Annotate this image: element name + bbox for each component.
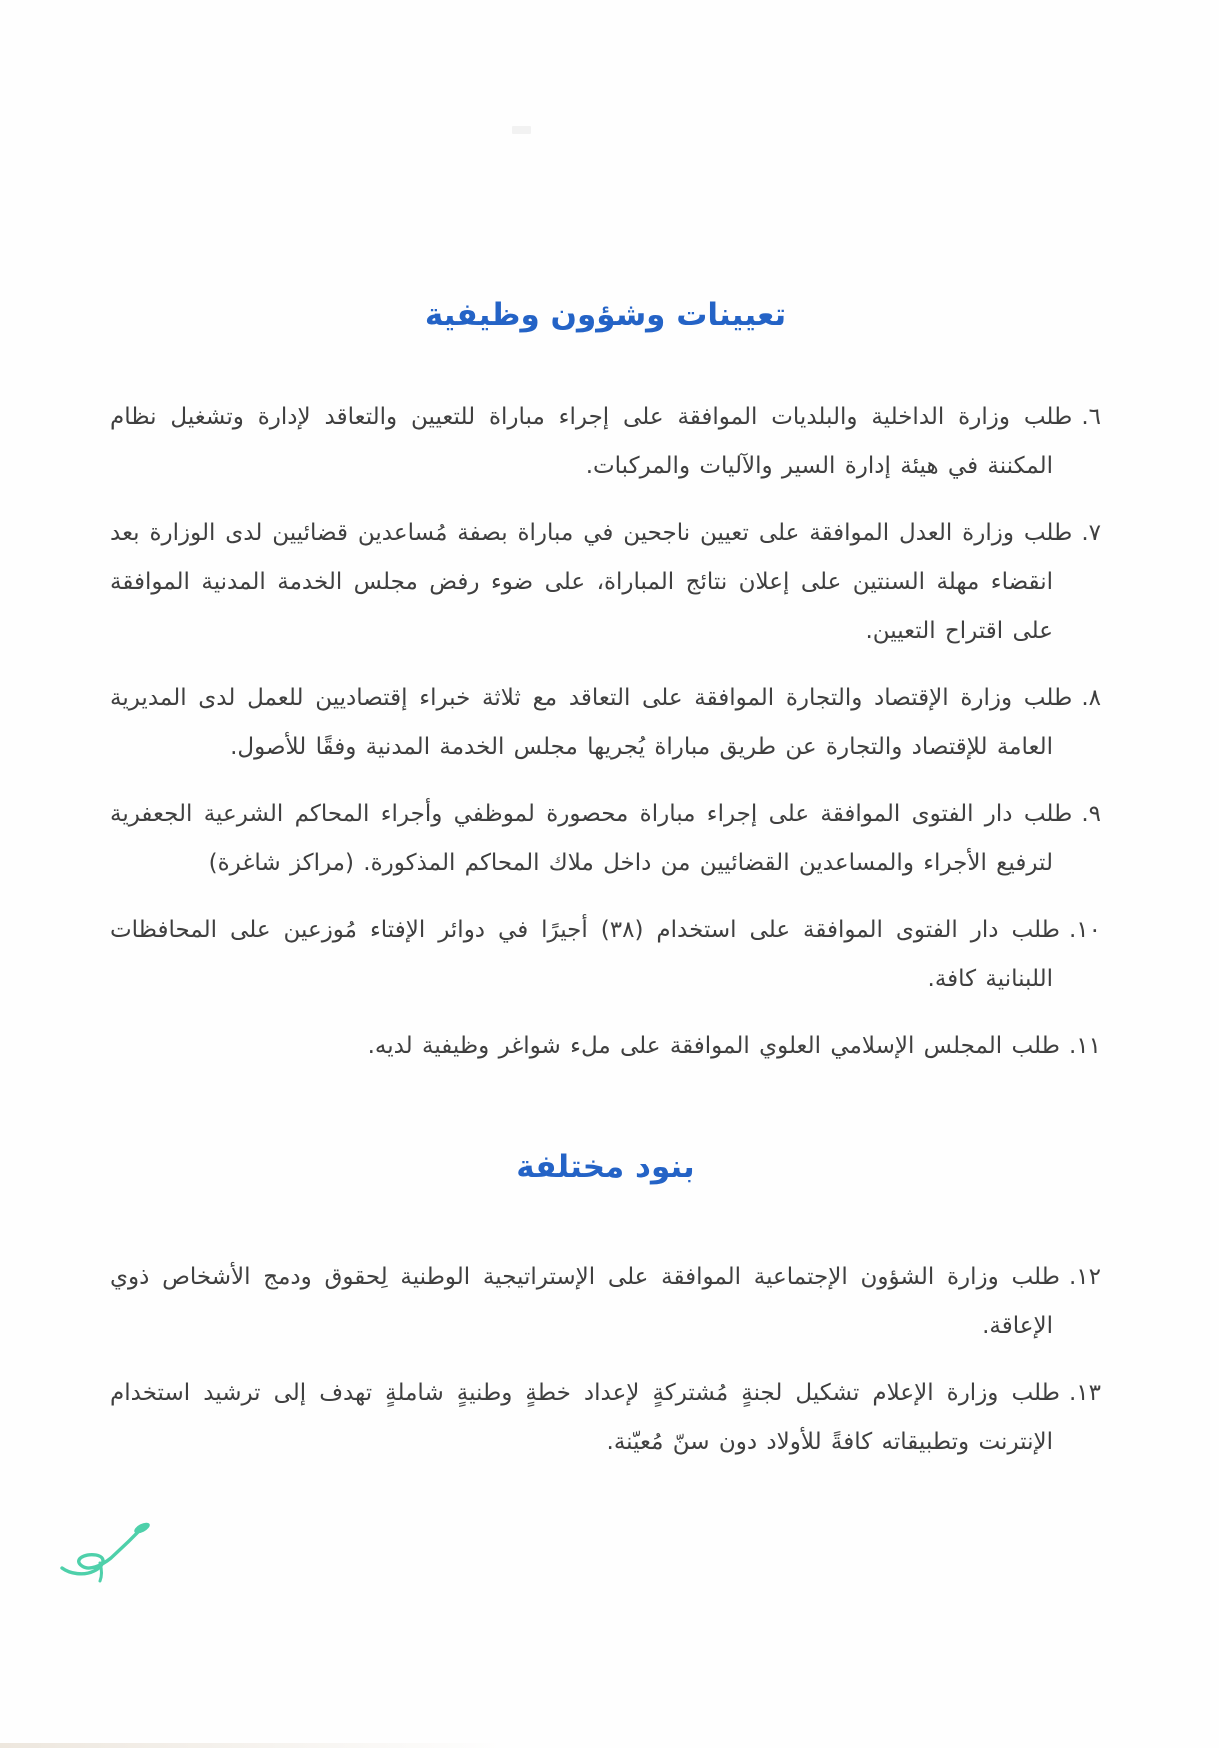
list-item-6 — [110, 393, 1101, 491]
list-item-11 — [110, 1022, 1101, 1071]
list-item-10 — [110, 906, 1101, 1004]
list-item-8 — [110, 674, 1101, 772]
item-text: طلب المجلس الإسلامي العلوي الموافقة على ملء شواغر وظيفية لديه. — [367, 1033, 1060, 1059]
miscellaneous-list — [110, 1253, 1101, 1467]
item-number: ٩. — [1081, 801, 1101, 827]
item-number: ٦. — [1081, 404, 1101, 430]
item-text: طلب وزارة الداخلية والبلديات الموافقة على إجراء مباراة للتعيين والتعاقد لإدارة وتشغيل نظام المكننة في هيئة إدارة السير والآليات والمركبات. — [110, 404, 1073, 479]
item-number: ١٠. — [1068, 917, 1102, 943]
scribble-tail — [100, 1563, 102, 1581]
appointments-list — [110, 393, 1101, 1071]
item-number: ١٢. — [1068, 1264, 1101, 1290]
item-text: طلب وزارة العدل الموافقة على تعيين ناجحين في مباراة بصفة مُساعدين قضائيين لدى الوزارة بعد انقضاء مهلة السنتين على إعلان نتائج المباراة، على ضوء رفض مجلس الخدمة المدنية الموافقة على اقتراح التعيين. — [110, 520, 1073, 644]
item-number: ١٣. — [1068, 1380, 1101, 1406]
pen-scribble-icon — [56, 1513, 168, 1595]
list-item-12 — [110, 1253, 1101, 1351]
list-item-9 — [110, 790, 1101, 888]
item-number: ١١. — [1068, 1033, 1101, 1059]
item-text: طلب دار الفتوى الموافقة على استخدام (٣٨) أجيرًا في دوائر الإفتاء مُوزعين على المحافظات اللبنانية كافة. — [110, 917, 1060, 992]
item-text: طلب دار الفتوى الموافقة على إجراء مباراة محصورة لموظفي وأجراء المحاكم الشرعية الجعفرية لترفيع الأجراء والمساعدين القضائيين من داخل ملاك المحاكم المذكورة. (مراكز شاغرة) — [110, 801, 1073, 876]
section-heading-appointments: تعيينات وشؤون وظيفية — [424, 297, 787, 333]
item-number: ٧. — [1081, 520, 1101, 546]
scan-edge-artifact — [0, 1743, 505, 1748]
list-item-13 — [110, 1369, 1101, 1467]
item-text: طلب وزارة الإعلام تشكيل لجنةٍ مُشتركةٍ لإعداد خطةٍ وطنيةٍ شاملةٍ تهدف إلى ترشيد استخدام الإنترنت وتطبيقاته كافةً للأولاد دون سنّ مُعيّنة. — [110, 1380, 1060, 1455]
section-heading-miscellaneous: بنود مختلفة — [516, 1149, 695, 1185]
item-text: طلب وزارة الشؤون الإجتماعية الموافقة على الإستراتيجية الوطنية لِحقوق ودمج الأشخاص ذوي الإعاقة. — [110, 1264, 1060, 1339]
item-text: طلب وزارة الإقتصاد والتجارة الموافقة على التعاقد مع ثلاثة خبراء إقتصاديين للعمل لدى المديرية العامة للإقتصاد والتجارة عن طريق مباراة يُجريها مجلس الخدمة المدنية وفقًا للأصول. — [110, 685, 1073, 760]
item-number: ٨. — [1081, 685, 1101, 711]
list-item-7 — [110, 509, 1101, 656]
